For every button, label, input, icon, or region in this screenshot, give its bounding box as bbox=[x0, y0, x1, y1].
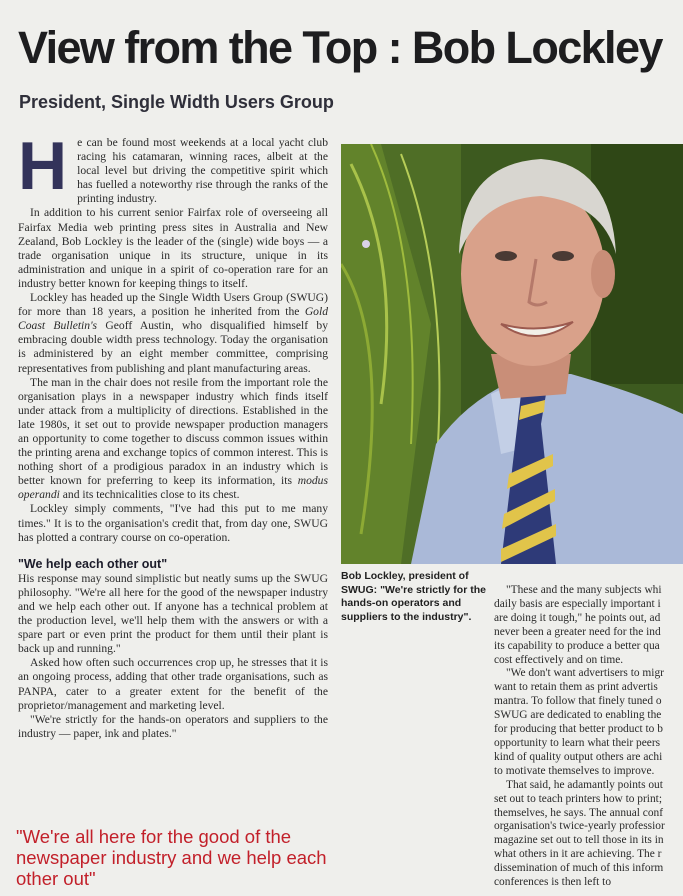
column3-line: for producing that better product to b bbox=[494, 723, 663, 736]
column3-line: cost effectively and on time. bbox=[494, 653, 624, 666]
article-paragraph: The man in the chair does not resile from the important role the organisation plays in a newspaper industry which finds itself under attack from a multiplicity of directions. Established in the late 1980s, it set out to provide newspaper production managers an opportunity to come together to discuss common issues within the printing arena and exchange topics of common interest. This is nothing short of a prodigious paradox in an industry which is better known for preferring to keep its information, its modus operandi and its technicalities close to its chest. bbox=[18, 375, 328, 502]
section-subheading: "We help each other out" bbox=[18, 556, 168, 571]
column3-line: want to retain them as print advertis bbox=[494, 681, 658, 694]
pull-quote: "We're all here for the good of the newspaper industry and we help each other out" bbox=[16, 826, 327, 889]
column3-line: opportunity to learn what their peers bbox=[494, 736, 661, 749]
article-paragraph: His response may sound simplistic but neatly sums up the SWUG philosophy. "We're all here for the good of the newspaper industry and we help each other out. If anyone has a technical problem at the production level, we'll help them with the answers or with a spare part or even print the product for them until their plant is back up and running." bbox=[18, 571, 328, 656]
article-paragraph: He can be found most weekends at a local yacht club racing his catamaran, winning races, albeit at the local level but driving the competitive spirit which has fuelled a noteworthy rise through the ranks of the printing industry. bbox=[18, 128, 328, 206]
article-paragraph: "We're strictly for the hands-on operators and suppliers to the industry — paper, ink and plates." bbox=[18, 712, 328, 740]
headline: View from the Top : Bob Lockley bbox=[18, 22, 662, 73]
column3-line: conferences is then left to bbox=[494, 876, 612, 889]
article-paragraph: In addition to his current senior Fairfax role of overseeing all Fairfax Media web printing press sites in Australia and New Zealand, Bob Lockley is the leader of the (single) wide boys — a trade organisation unique in its structure, unique in its administration and unique in a spirit of co-operation rare for an industry better known for keeping things to itself. bbox=[18, 206, 328, 290]
column3-line: "We don't want advertisers to migr bbox=[506, 667, 664, 680]
column3-line: set out to teach printers how to print; bbox=[494, 792, 662, 805]
photo-caption: Bob Lockley, president of SWUG: "We're strictly for the hands-on operators and suppliers to the industry". bbox=[341, 570, 486, 623]
column3-line: SWUG are dedicated to enabling the bbox=[494, 709, 662, 722]
article-paragraph: Lockley has headed up the Single Width Users Group (SWUG) for more than 18 years, a position he inherited from the Gold Coast Bulletin's Geoff Austin, who disqualified himself by embracing double width press technology. Today the organisation is administered by an eight member committee, comprising representatives from publishing and plant manufacturing areas. bbox=[18, 291, 328, 375]
column3-line: are doing it tough," he points out, ad bbox=[494, 611, 661, 624]
column3-line: daily basis are especially important i bbox=[494, 597, 661, 610]
column3-line: to motivate themselves to improve. bbox=[494, 764, 655, 777]
portrait-photo bbox=[341, 144, 683, 564]
column3-line: dissemination of much of this inform bbox=[494, 862, 664, 875]
column3-line: kind of quality output others are achi bbox=[494, 750, 663, 763]
column3-line: its capability to produce a better qua bbox=[494, 639, 660, 652]
column3-line: organisation's twice-yearly professior bbox=[494, 820, 665, 833]
column3-line: "These and the many subjects whi bbox=[506, 584, 662, 596]
article-column-1 bbox=[18, 128, 328, 741]
column3-line: That said, he adamantly points out bbox=[506, 778, 663, 791]
column3-line: what others in it are achieving. The r bbox=[494, 848, 662, 861]
column3-line: magazine set out to tell those in its in bbox=[494, 834, 664, 847]
drop-cap: H bbox=[18, 128, 68, 204]
article-paragraph: Asked how often such occurrences crop up, he stresses that it is an ongoing process, adding that other trade organisations, such as PANPA, cater to a greater extent for the benefit of the proprietor/management and marketing level. bbox=[18, 656, 328, 712]
column3-line: mantra. To follow that finely tuned o bbox=[494, 695, 662, 708]
article-paragraph: Lockley simply comments, "I've had this put to me many times." It is to the organisation's credit that, from day one, SWUG has plotted a contrary course on co-operation. bbox=[18, 502, 328, 544]
column3-line: never been a greater need for the ind bbox=[494, 625, 661, 638]
article-column-3 bbox=[494, 584, 683, 896]
subhead: President, Single Width Users Group bbox=[19, 92, 334, 112]
column3-line: themselves, he says. The annual conf bbox=[494, 806, 664, 819]
